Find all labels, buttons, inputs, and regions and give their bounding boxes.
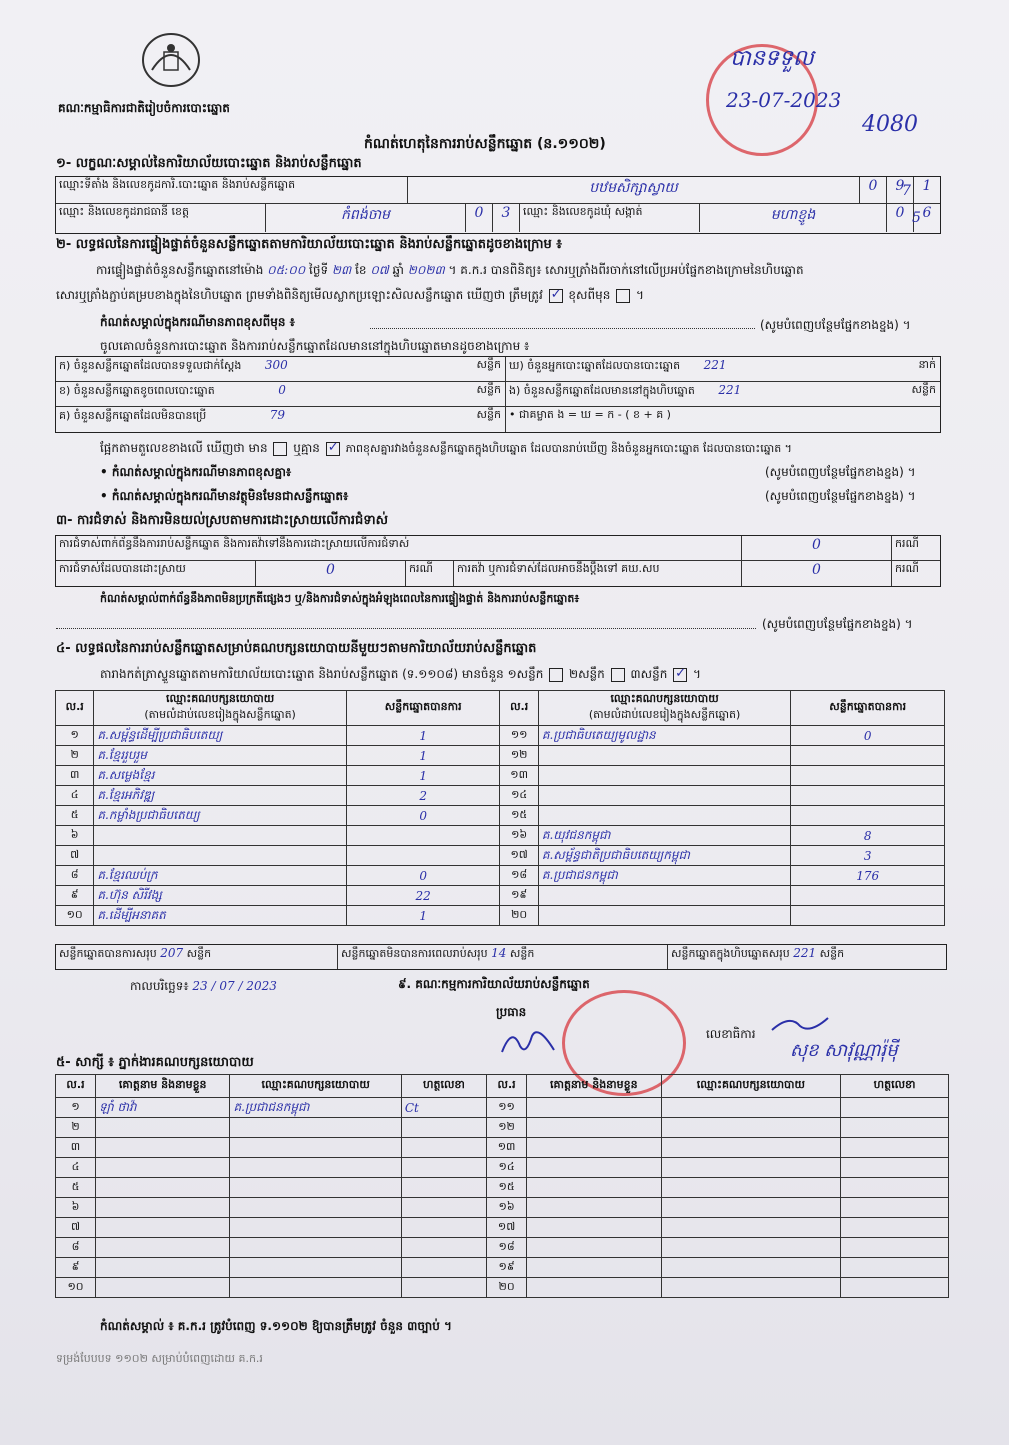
vote-count-left: 1 xyxy=(346,746,500,766)
vote-party-right xyxy=(538,806,790,826)
table-row xyxy=(56,1138,949,1158)
w-no-left: ៣ xyxy=(56,1138,96,1158)
vote-party-right: គ.ប្រជាជនកម្ពុជា xyxy=(538,866,790,886)
vote-no-left: ៥ xyxy=(56,806,94,826)
sheet1-checkbox[interactable] xyxy=(549,668,563,682)
vote-no-left: ៦ xyxy=(56,826,94,846)
s1-row1-label: ឈ្មោះទីតាំង និងលេខកូដការិ.បោះឆ្នោត និងរាប់សន្លឹកឆ្នោត xyxy=(56,177,408,204)
s3-note-hint: (សូមបំពេញបន្ថែមផ្នែកខាងខ្នង) ។ xyxy=(762,617,913,631)
obj-row2-unit2: ករណី xyxy=(895,562,919,575)
w-party-right xyxy=(661,1198,841,1218)
th-votes-right: សន្លឹកឆ្នោតបានការ xyxy=(791,691,945,726)
committee-name: គណៈកម្មាធិការជាតិរៀបចំការបោះឆ្នោត xyxy=(58,101,230,115)
count-b: ខ) ចំនួនសន្លឹកឆ្នោតខូចពេលបោះឆ្នោត 0 សន្លឹក xyxy=(56,382,506,407)
s1-commune-label: ឈ្មោះ និងលេខកូដឃុំ សង្កាត់ xyxy=(520,204,700,232)
formula: • ជាគម្លាត ង = ឃ = ក - ( ខ + គ ) xyxy=(509,408,671,421)
w-party-right xyxy=(661,1258,841,1278)
vote-no-right: ១៣ xyxy=(500,766,538,786)
w-sign-left: Ct xyxy=(401,1098,486,1118)
w-name-left xyxy=(96,1178,230,1198)
vote-no-left: ១០ xyxy=(56,906,94,926)
section3-heading: ៣- ការជំទាស់ និងការមិនយល់ស្របតាមការដោះស្រាយលើការជំទាស់ xyxy=(56,513,388,528)
section1-box xyxy=(55,176,941,234)
sheet3-label: ៣សន្លឹក xyxy=(630,667,668,681)
vote-party-left: គ.ខ្មែររួបរួម xyxy=(94,746,346,766)
vote-party-right xyxy=(538,746,790,766)
sheet3-checkbox[interactable] xyxy=(673,668,687,682)
w-no-right: ១៣ xyxy=(487,1138,527,1158)
w-name-left: ឡាំ ថាវ៉ា xyxy=(96,1098,230,1118)
chair-label: ប្រធាន xyxy=(496,1005,527,1019)
vote-no-left: ៣ xyxy=(56,766,94,786)
table-row xyxy=(56,806,945,826)
vote-no-right: ១៨ xyxy=(500,866,538,886)
w-no-right: ១៥ xyxy=(487,1178,527,1198)
vote-party-left: គ.ខ្មែរឈប់ក្រ xyxy=(94,866,346,886)
w-sign-left xyxy=(401,1178,486,1198)
w-th-party-left: ឈ្មោះគណបក្សនយោបាយ xyxy=(230,1075,401,1098)
vote-no-right: ១៧ xyxy=(500,846,538,866)
s2-line2-text: សោរឬត្រាំងភ្ជាប់គម្របខាងក្នុងនៃហិបឆ្នោត ព្រមទាំងពិនិត្យមើលស្លាកប្រឡោះសិលសន្លឹកឆ្នោត ឃើញថា ត្រឹមត្រូវ xyxy=(56,288,543,302)
vote-count-right xyxy=(791,786,945,806)
s2-year-label: ឆ្នាំ xyxy=(392,263,404,277)
match-none-label: ឬគ្មាន xyxy=(293,441,320,455)
w-party-left xyxy=(230,1198,401,1218)
w-name-left xyxy=(96,1238,230,1258)
vote-party-left xyxy=(94,826,346,846)
th-no-left: ល.រ xyxy=(56,691,94,726)
s4-intro-text: តារាងកត់ត្រាស្ទួនឆ្នោតតាមការិយាល័យបោះឆ្នោត និងរាប់សន្លឹកឆ្នោត (ទ.១១០៨) មានចំនួន ១សន្លឹក xyxy=(100,667,544,681)
s1-com-code-3: 5 xyxy=(912,210,921,226)
count-c: គ) ចំនួនសន្លឹកឆ្នោតដែលមិនបានប្រើ 79 សន្លឹក xyxy=(56,407,506,432)
w-party-left xyxy=(230,1118,401,1138)
w-party-left xyxy=(230,1238,401,1258)
s2-day-label: ថ្ងៃទី xyxy=(309,263,329,277)
wrong-checkbox[interactable] xyxy=(616,289,630,303)
w-name-left xyxy=(96,1258,230,1278)
sheet2-checkbox[interactable] xyxy=(611,668,625,682)
w-party-left xyxy=(230,1178,401,1198)
w-sign-right xyxy=(841,1138,949,1158)
w-party-left xyxy=(230,1258,401,1278)
obj-row1-label: ការជំទាស់ពាក់ព័ន្ធនឹងការរាប់សន្លឹកឆ្នោត និងការតវ៉ាទៅនឹងការដោះស្រាយលើការជំទាស់ xyxy=(56,536,742,561)
s1-code-4-visible: 7 xyxy=(902,183,911,199)
w-name-right xyxy=(527,1258,661,1278)
w-no-left: ២ xyxy=(56,1118,96,1138)
w-name-left xyxy=(96,1138,230,1158)
vote-party-left: គ.សម្លេងខ្មែរ xyxy=(94,766,346,786)
kingdom-emblem-icon xyxy=(140,30,202,90)
th-no-right: ល.រ xyxy=(500,691,538,726)
vote-no-right: ១២ xyxy=(500,746,538,766)
vote-count-right: 8 xyxy=(791,826,945,846)
s1-com-code-1: 0 xyxy=(887,204,914,232)
s1-code-1: 0 xyxy=(860,177,887,204)
vote-count-left xyxy=(346,846,500,866)
w-party-left xyxy=(230,1158,401,1178)
w-name-right xyxy=(527,1218,661,1238)
w-party-right xyxy=(661,1278,841,1298)
th-votes-left: សន្លឹកឆ្នោតបានការ xyxy=(346,691,500,726)
w-name-left xyxy=(96,1218,230,1238)
vote-count-right xyxy=(791,766,945,786)
s2-month: ០៧ xyxy=(370,263,389,277)
w-party-right xyxy=(661,1218,841,1238)
s2-line1-pre: ការផ្ទៀងផ្ទាត់ចំនួនសន្លឹកឆ្នោតនៅម៉ោង xyxy=(96,263,264,277)
s4-date-value: 23 / 07 / 2023 xyxy=(192,979,277,993)
w-name-left xyxy=(96,1278,230,1298)
table-row xyxy=(56,1218,949,1238)
count-c-value: 79 xyxy=(269,408,286,422)
vote-no-right: ១៥ xyxy=(500,806,538,826)
obj-row2-value2: 0 xyxy=(742,561,892,586)
vote-party-left: គ.សម្ព័ន្ធដើម្បីប្រជាធិបតេយ្យ xyxy=(94,726,346,746)
secretary-signature-icon xyxy=(770,1012,830,1036)
w-sign-right xyxy=(841,1198,949,1218)
vote-party-left xyxy=(94,846,346,866)
w-party-right xyxy=(661,1098,841,1118)
stamp-received-text: បានទទួល xyxy=(730,46,814,71)
count-b-value: 0 xyxy=(278,383,286,397)
section5-heading: ៥- សាក្សី ៖ ភ្នាក់ងារគណបក្សនយោបាយ xyxy=(56,1055,254,1070)
w-sign-right xyxy=(841,1258,949,1278)
w-name-right xyxy=(527,1098,661,1118)
s2-bullet2: • កំណត់សម្គាល់ក្នុងករណីមានវត្ថុមិនមែនជាសន្លឹកឆ្នោត៖ xyxy=(100,489,349,503)
w-no-right: ១២ xyxy=(487,1118,527,1138)
sheet2-label: ២សន្លឹក xyxy=(569,667,605,681)
section1-heading: ១- លក្ខណៈសម្គាល់នៃការិយាល័យបោះឆ្នោត និងរាប់សន្លឹកឆ្នោត xyxy=(56,156,362,171)
s5-note: កំណត់សម្គាល់ ៖ គ.ក.រ ត្រូវបំពេញ ទ.១១០២ ឱ្យបានត្រឹមត្រូវ ចំនួន ៣ច្បាប់ ។ xyxy=(100,1319,452,1333)
count-e-value: 221 xyxy=(718,383,742,397)
vote-count-right xyxy=(791,906,945,926)
table-row xyxy=(56,866,945,886)
total-valid-value: 207 xyxy=(160,946,184,960)
vote-no-left: ៨ xyxy=(56,866,94,886)
obj-row2-label2: ការតវ៉ា ឬការជំទាស់ដែលអាចនឹងប្ដឹងទៅ គឃ.សប xyxy=(454,561,742,586)
w-no-left: ៤ xyxy=(56,1158,96,1178)
secretary-label: លេខាធិការ xyxy=(706,1027,756,1041)
vote-no-right: ១៩ xyxy=(500,886,538,906)
match-pre: ផ្អែកតាមតួលេខខាងលើ ឃើញថា មាន xyxy=(100,441,268,455)
w-name-right xyxy=(527,1158,661,1178)
vote-party-right: គ.សម្ព័ន្ធជាតិប្រជាធិបតេយ្យកម្ពុជា xyxy=(538,846,790,866)
table-row xyxy=(56,1118,949,1138)
w-th-sign-left: ហត្ថលេខា xyxy=(401,1075,486,1098)
s4-date: កាលបរិច្ឆេទ៖ 23 / 07 / 2023 xyxy=(130,979,277,993)
s2-year: ២០២៣ xyxy=(407,263,445,277)
w-party-right xyxy=(661,1158,841,1178)
vote-no-left: ៧ xyxy=(56,846,94,866)
s2-line1 xyxy=(96,262,804,280)
vote-no-right: ១៦ xyxy=(500,826,538,846)
s3-note: កំណត់សម្គាល់ពាក់ព័ន្ធនឹងភាពមិនប្រក្រតីផ្សេងៗ ឬ/និងការជំទាស់ក្នុងអំឡុងពេលនៃការផ្ទៀងផ្ទាត់ និងការរាប់សន្លឹកឆ្នោត៖ xyxy=(100,592,580,605)
correct-checkbox[interactable] xyxy=(549,289,563,303)
vote-party-right xyxy=(538,906,790,926)
s2-month-label: ខែ xyxy=(355,263,367,277)
s2-line-counts: ចូលគោលចំនួនការបោះឆ្នោត និងការរាប់សន្លឹកឆ្នោតដែលមាននៅក្នុងហិបឆ្នោតមានដូចខាងក្រោម ៖ xyxy=(100,339,530,353)
table-row xyxy=(56,726,945,746)
table-row xyxy=(56,846,945,866)
w-no-right: ២០ xyxy=(487,1278,527,1298)
match-post: ភាពខុសគ្នារវាងចំនួនសន្លឹកឆ្នោតក្នុងហិបឆ្នោត ដែលបានរាប់ឃើញ និងចំនួនអ្នកបោះឆ្នោត ដែលបានបោះឆ្នោត ។ xyxy=(345,442,792,455)
vote-count-left: 1 xyxy=(346,726,500,746)
vote-count-left: 22 xyxy=(346,886,500,906)
w-name-right xyxy=(527,1178,661,1198)
w-no-right: ១១ xyxy=(487,1098,527,1118)
w-name-right xyxy=(527,1118,661,1138)
w-no-left: ៥ xyxy=(56,1178,96,1198)
s2-line1-post: ។ គ.ក.រ បានពិនិត្យ៖ សោរឬត្រាំងពីរចាក់នៅលើប្រអប់ផ្នែកខាងក្រោមនៃហិបឆ្នោត xyxy=(448,263,804,277)
s2-note-hint: (សូមបំពេញបន្ថែមផ្នែកខាងខ្នង) ។ xyxy=(760,318,911,332)
s2-bullet1: • កំណត់សម្គាល់ក្នុងករណីមានភាពខុសគ្នា៖ xyxy=(100,465,292,479)
vote-count-left: 1 xyxy=(346,906,500,926)
obj-row1-value: 0 xyxy=(742,536,892,561)
w-no-right: ១៤ xyxy=(487,1158,527,1178)
s1-code-3: 1 xyxy=(914,177,940,204)
count-a: ក) ចំនួនសន្លឹកឆ្នោតដែលបានទទួលជាក់ស្តែង 300 សន្លឹក xyxy=(56,357,506,382)
vote-count-left: 0 xyxy=(346,806,500,826)
s2-note-line xyxy=(370,328,755,329)
vote-count-right xyxy=(791,806,945,826)
counts-table xyxy=(55,356,941,433)
w-name-right xyxy=(527,1198,661,1218)
section4-heading: ៤- លទ្ធផលនៃការរាប់សន្លឹកឆ្នោតសម្រាប់គណបក្សនយោបាយនីមួយៗតាមការិយាល័យរាប់សន្លឹកឆ្នោត xyxy=(56,641,537,656)
total-valid: សន្លឹកឆ្នោតបានការសរុប 207 សន្លឹក xyxy=(56,945,338,969)
count-e: ង) ចំនួនសន្លឹកឆ្នោតដែលមាននៅក្នុងហិបឆ្នោត 221 សន្លឹក xyxy=(506,382,940,407)
vote-count-left xyxy=(346,826,500,846)
wrong-label: ខុសពីមុន xyxy=(568,288,611,302)
vote-count-right: 0 xyxy=(791,726,945,746)
w-th-name-left: គោត្តនាម និងនាមខ្លួន xyxy=(96,1075,230,1098)
w-sign-left xyxy=(401,1118,486,1138)
w-no-left: ១០ xyxy=(56,1278,96,1298)
document-title: កំណត់ហេតុនៃការរាប់សន្លឹកឆ្នោត (ន.១១០២) xyxy=(364,136,606,152)
w-party-right xyxy=(661,1178,841,1198)
w-sign-right xyxy=(841,1118,949,1138)
w-name-left xyxy=(96,1118,230,1138)
vote-party-right: គ.ប្រជាធិបតេយ្យមូលដ្ឋាន xyxy=(538,726,790,746)
table-row xyxy=(56,886,945,906)
s3-note-line xyxy=(56,628,756,629)
vote-no-left: ១ xyxy=(56,726,94,746)
table-row xyxy=(56,1158,949,1178)
vote-party-right xyxy=(538,886,790,906)
w-name-right xyxy=(527,1238,661,1258)
obj-row2-value: 0 xyxy=(256,561,406,586)
table-row xyxy=(56,1198,949,1218)
s1-prov-code-1: 0 xyxy=(466,204,493,232)
s2-match-line xyxy=(100,440,792,458)
total-box: សន្លឹកឆ្នោតក្នុងហិបឆ្នោតសរុប 221 សន្លឹក xyxy=(671,946,845,960)
w-sign-left xyxy=(401,1258,486,1278)
vote-count-right xyxy=(791,886,945,906)
w-sign-left xyxy=(401,1198,486,1218)
w-sign-left xyxy=(401,1158,486,1178)
vote-party-right xyxy=(538,786,790,806)
s1-province: កំពង់ចាម xyxy=(266,204,466,232)
total-box-value: 221 xyxy=(793,946,817,960)
w-sign-right xyxy=(841,1278,949,1298)
total-invalid: សន្លឹកឆ្នោតមិនបានការពេលរាប់សរុប 14 សន្លឹក xyxy=(338,945,668,969)
w-no-left: ១ xyxy=(56,1098,96,1118)
w-party-right xyxy=(661,1118,841,1138)
w-name-left xyxy=(96,1158,230,1178)
w-party-right xyxy=(661,1238,841,1258)
w-name-right xyxy=(527,1278,661,1298)
count-d: ឃ) ចំនួនអ្នកបោះឆ្នោតដែលបានបោះឆ្នោត 221 នាក់ xyxy=(506,357,940,382)
vote-count-left: 1 xyxy=(346,766,500,786)
stamp-date: 23-07-2023 xyxy=(726,88,842,112)
vote-party-right xyxy=(538,766,790,786)
table-row xyxy=(56,1278,949,1298)
s1-commune: មហាខ្ញូង xyxy=(700,204,887,232)
totals-row xyxy=(55,944,947,970)
w-party-left xyxy=(230,1138,401,1158)
s2-day: ២៣ xyxy=(331,263,352,277)
w-th-sign-right: ហត្ថលេខា xyxy=(841,1075,949,1098)
table-row xyxy=(56,786,945,806)
w-name-right xyxy=(527,1138,661,1158)
w-th-name-right: គោត្តនាម និងនាមខ្លួន xyxy=(527,1075,661,1098)
w-sign-right xyxy=(841,1218,949,1238)
vote-party-left: គ.ហ៊ុន សិរីវង្ស xyxy=(94,886,346,906)
vote-no-right: ២០ xyxy=(500,906,538,926)
s4-intro: តារាងកត់ត្រាស្ទួនឆ្នោតតាមការិយាល័យបោះឆ្នោត និងរាប់សន្លឹកឆ្នោត (ទ.១១០៨) មានចំនួន ១សន្លឹក ២សន្លឹក ៣សន្លឹក ✓ ។ xyxy=(100,666,701,684)
vote-count-left: 2 xyxy=(346,786,500,806)
vote-party-left: គ.ដើម្បីអនាគត xyxy=(94,906,346,926)
witness-table xyxy=(55,1074,949,1298)
s1-prov-code-2: 3 xyxy=(493,204,520,232)
objections-table xyxy=(55,535,941,587)
vote-no-right: ១១ xyxy=(500,726,538,746)
s1-row1-value: បឋមសិក្សាស្វាយ xyxy=(408,177,860,204)
votes-table xyxy=(55,690,945,926)
s2-bullet1-hint: (សូមបំពេញបន្ថែមផ្នែកខាងខ្នង) ។ xyxy=(765,465,916,479)
chair-signature-icon xyxy=(498,1022,558,1058)
table-row xyxy=(56,1238,949,1258)
th-party-left: ឈ្មោះគណបក្សនយោបាយ (តាមលំដាប់លេខរៀងក្នុងសន្លឹកឆ្នោត) xyxy=(94,691,346,726)
w-no-left: ៨ xyxy=(56,1238,96,1258)
table-row xyxy=(56,746,945,766)
vote-no-right: ១៤ xyxy=(500,786,538,806)
form-footer: ទម្រង់បែបបទ ១១០២ សម្រាប់បំពេញដោយ គ.ក.រ xyxy=(56,1352,263,1365)
w-sign-left xyxy=(401,1218,486,1238)
w-party-left xyxy=(230,1218,401,1238)
s2-line2: សោរឬត្រាំងភ្ជាប់គម្របខាងក្នុងនៃហិបឆ្នោត ព្រមទាំងពិនិត្យមើលស្លាកប្រឡោះសិលសន្លឹកឆ្នោត ឃើញថា ត្រឹមត្រូវ ✓ ខុសពីមុន ។ xyxy=(56,287,644,305)
w-no-right: ១៩ xyxy=(487,1258,527,1278)
table-row xyxy=(56,766,945,786)
s2-time: ០៥:០០ xyxy=(267,263,306,277)
w-no-left: ៦ xyxy=(56,1198,96,1218)
vote-party-right: គ.យុវជនកម្ពុជា xyxy=(538,826,790,846)
section2-heading: ២- លទ្ធផលនៃការផ្ទៀងផ្ទាត់ចំនួនសន្លឹកឆ្នោតតាមការិយាល័យបោះឆ្នោត និងរាប់សន្លឹកឆ្នោតដូចខាងក្រោម ៖ xyxy=(56,237,562,252)
table-row xyxy=(56,1178,949,1198)
s1-com-code-2: 6 xyxy=(922,205,932,221)
w-no-left: ៧ xyxy=(56,1218,96,1238)
secretary-name: សុខ សាវុណ្ណារ៉ុមុី xyxy=(790,1040,898,1061)
obj-row2-label: ការជំទាស់ដែលបានដោះស្រាយ xyxy=(56,561,256,586)
vote-no-left: ៤ xyxy=(56,786,94,806)
vote-party-left: គ.ខ្មែរអភិវឌ្ឍ xyxy=(94,786,346,806)
obj-row1-unit: ករណី xyxy=(892,536,940,561)
vote-count-left: 0 xyxy=(346,866,500,886)
w-sign-left xyxy=(401,1238,486,1258)
s2-bullet2-hint: (សូមបំពេញបន្ថែមផ្នែកខាងខ្នង) ។ xyxy=(765,489,916,503)
w-party-right xyxy=(661,1138,841,1158)
vote-count-right: 176 xyxy=(791,866,945,886)
w-party-left xyxy=(230,1278,401,1298)
s4-committee: ៩. គណៈកម្មការការិយាល័យរាប់សន្លឹកឆ្នោត xyxy=(398,977,590,991)
w-party-left: គ.ប្រជាជនកម្ពុជា xyxy=(230,1098,401,1118)
vote-count-right xyxy=(791,746,945,766)
w-sign-right xyxy=(841,1158,949,1178)
vote-count-right: 3 xyxy=(791,846,945,866)
s2-note-wrong: កំណត់សម្គាល់ក្នុងករណីមានភាពខុសពីមុន ៖ xyxy=(100,315,295,329)
w-no-right: ១៧ xyxy=(487,1218,527,1238)
w-sign-left xyxy=(401,1278,486,1298)
table-row xyxy=(56,1098,949,1118)
table-row xyxy=(56,906,945,926)
vote-no-left: ២ xyxy=(56,746,94,766)
w-th-party-right: ឈ្មោះគណបក្សនយោបាយ xyxy=(661,1075,841,1098)
vote-party-left: គ.កម្លាំងប្រជាធិបតេយ្យ xyxy=(94,806,346,826)
w-th-no-left: ល.រ xyxy=(56,1075,96,1098)
s1-row2-label: ឈ្មោះ និងលេខកូដរាជធានី ខេត្ត xyxy=(56,204,266,232)
count-d-value: 221 xyxy=(703,358,727,372)
obj-row2-unit: ករណី xyxy=(406,561,454,586)
w-sign-left xyxy=(401,1138,486,1158)
total-invalid-value: 14 xyxy=(491,946,507,960)
match-have-checkbox[interactable] xyxy=(273,442,287,456)
w-sign-right xyxy=(841,1238,949,1258)
s1-code-2: 9 xyxy=(887,177,914,204)
w-th-no-right: ល.រ xyxy=(487,1075,527,1098)
w-no-left: ៩ xyxy=(56,1258,96,1278)
vote-no-left: ៩ xyxy=(56,886,94,906)
w-sign-right xyxy=(841,1178,949,1198)
table-row xyxy=(56,1258,949,1278)
th-party-right: ឈ្មោះគណបក្សនយោបាយ (តាមលំដាប់លេខរៀងក្នុងសន្លឹកឆ្នោត) xyxy=(538,691,790,726)
table-row xyxy=(56,826,945,846)
w-no-right: ១៦ xyxy=(487,1198,527,1218)
count-a-value: 300 xyxy=(264,358,288,372)
match-none-checkbox[interactable] xyxy=(326,442,340,456)
w-name-left xyxy=(96,1198,230,1218)
stamp-number: 4080 xyxy=(862,112,918,137)
w-sign-right xyxy=(841,1098,949,1118)
w-no-right: ១៨ xyxy=(487,1238,527,1258)
